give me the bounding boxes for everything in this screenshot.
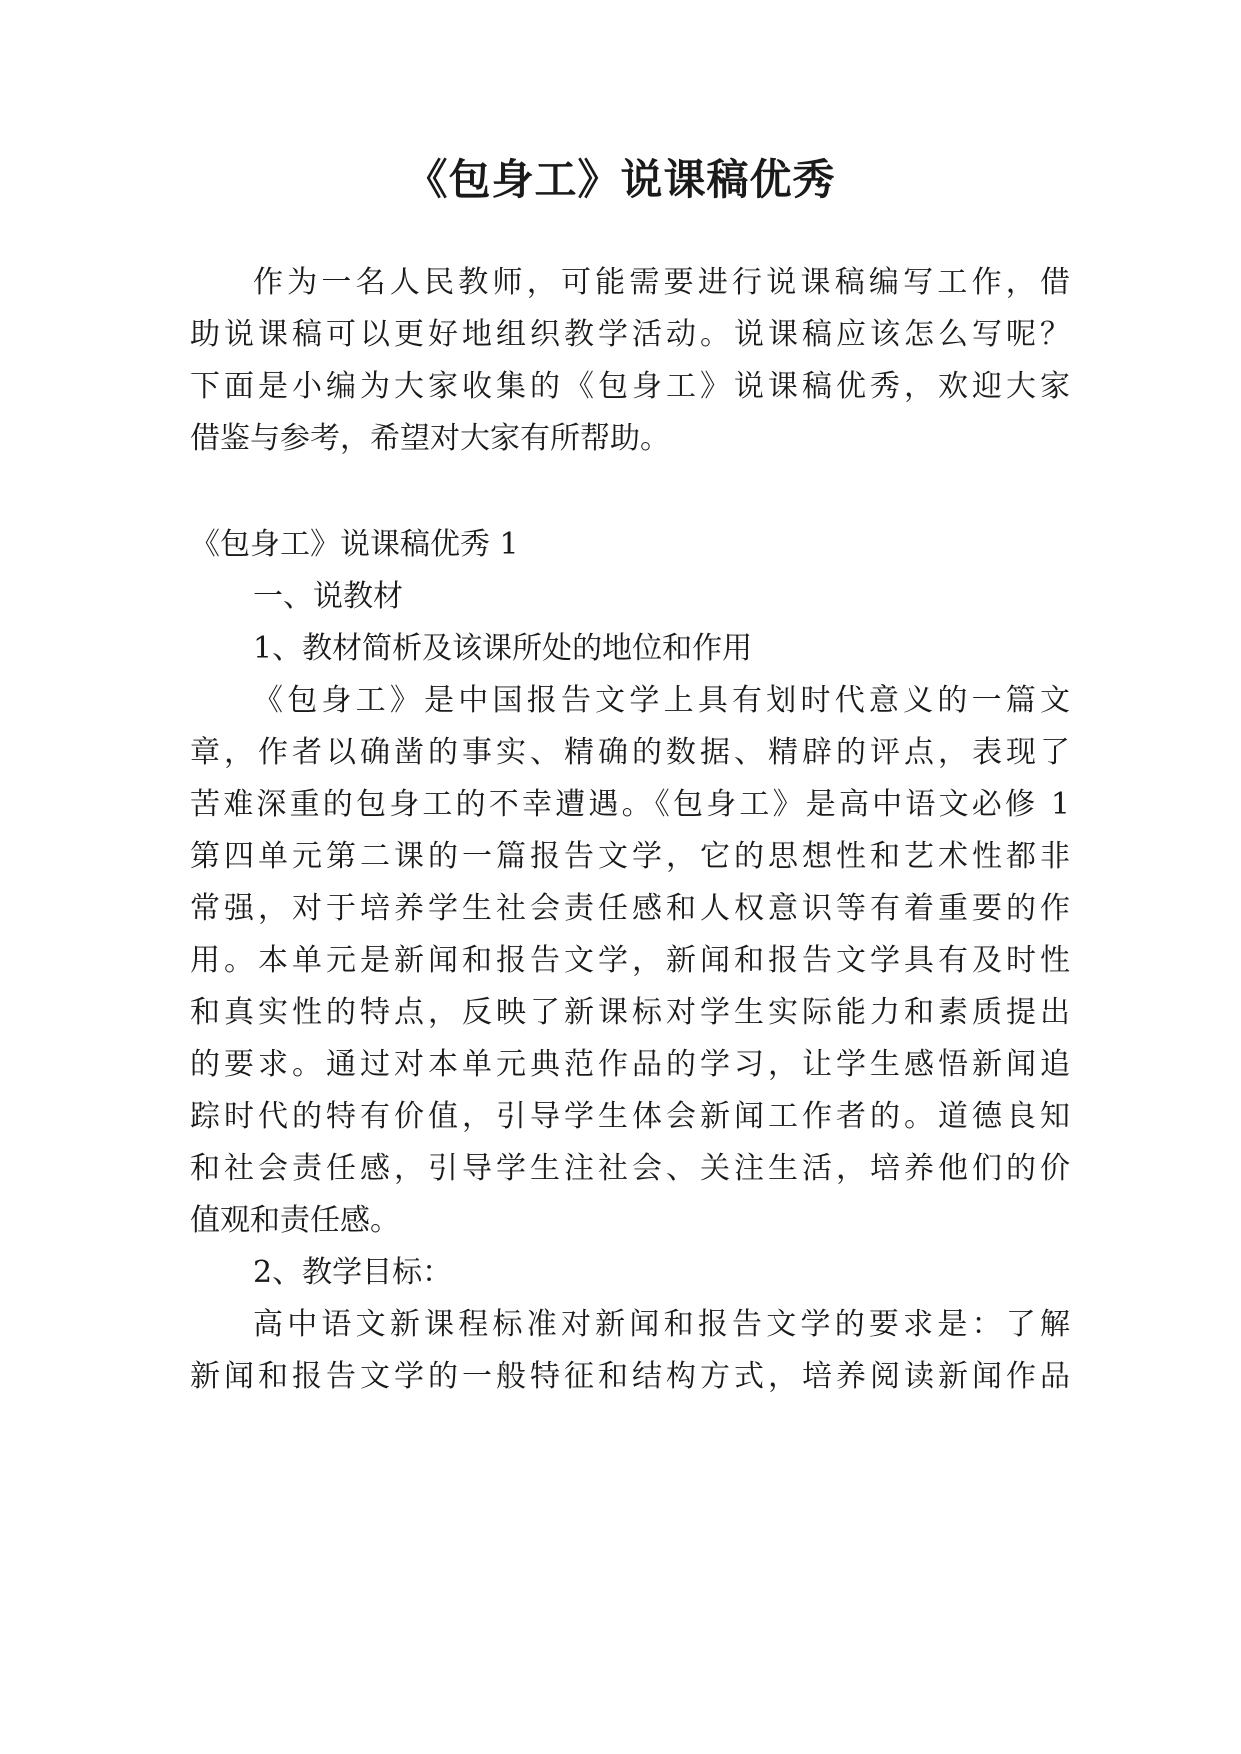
document-title: 《包身工》说课稿优秀: [405, 155, 836, 204]
paragraph-line: 苦难深重的包身工的不幸遭遇。《包身工》是高中语文必修 1: [190, 787, 1070, 822]
intro-line: 下面是小编为大家收集的《包身工》说课稿优秀，欢迎大家: [190, 369, 1070, 404]
subheading: 1、教材简析及该课所处的地位和作用: [253, 631, 753, 666]
intro-line: 助说课稿可以更好地组织教学活动。说课稿应该怎么写呢？: [190, 317, 1070, 352]
intro-line: 作为一名人民教师，可能需要进行说课稿编写工作，借: [253, 265, 1070, 300]
paragraph-line: 踪时代的特有价值，引导学生体会新闻工作者的。道德良知: [190, 1099, 1070, 1134]
intro-line: 借鉴与参考，希望对大家有所帮助。: [190, 421, 670, 456]
paragraph-line: 高中语文新课程标准对新闻和报告文学的要求是：了解: [253, 1307, 1070, 1342]
paragraph-line: 第四单元第二课的一篇报告文学，它的思想性和艺术性都非: [190, 839, 1070, 874]
paragraph-line: 的要求。通过对本单元典范作品的学习，让学生感悟新闻追: [190, 1047, 1070, 1082]
paragraph-line: 《包身工》是中国报告文学上具有划时代意义的一篇文: [253, 683, 1070, 718]
subheading: 2、教学目标：: [253, 1255, 453, 1290]
paragraph-line: 和社会责任感，引导学生注社会、关注生活，培养他们的价: [190, 1151, 1070, 1186]
paragraph-line: 值观和责任感。: [190, 1203, 400, 1238]
paragraph-line: 常强，对于培养学生社会责任感和人权意识等有着重要的作: [190, 891, 1070, 926]
paragraph-line: 章，作者以确凿的事实、精确的数据、精辟的评点，表现了: [190, 735, 1070, 770]
paragraph-line: 新闻和报告文学的一般特征和结构方式，培养阅读新闻作品: [190, 1359, 1070, 1394]
paragraph-line: 和真实性的特点，反映了新课标对学生实际能力和素质提出: [190, 995, 1070, 1030]
paragraph-line: 用。本单元是新闻和报告文学，新闻和报告文学具有及时性: [190, 943, 1070, 978]
heading: 一、说教材: [253, 579, 403, 614]
section-title: 《包身工》说课稿优秀 1: [190, 527, 519, 562]
